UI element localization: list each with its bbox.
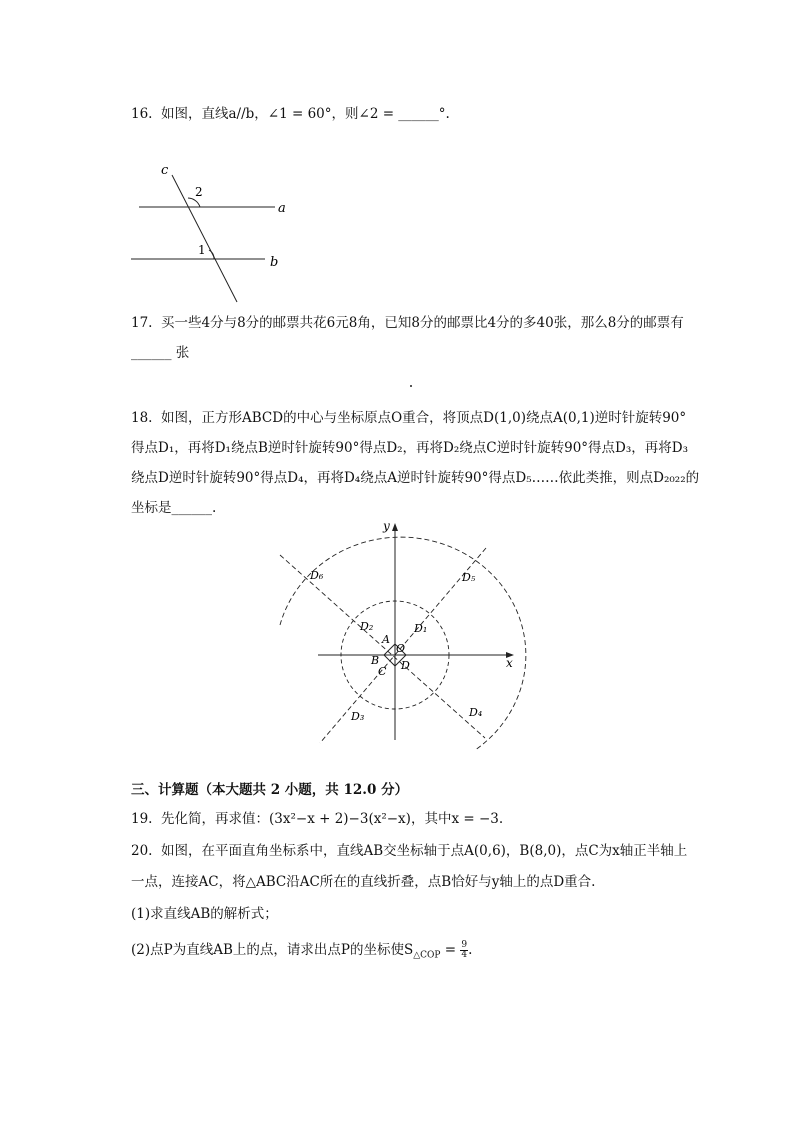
question-text: 绕点D逆时针旋转90°得点D₄，再将D₄绕点A逆时针旋转90°得点D₅……依此类推，则点D₂₀₂₂的 <box>131 470 700 486</box>
fraction <box>460 941 468 960</box>
question-text: 如图，正方形ABCD的中心与坐标原点O重合，将顶点D(1,0)绕点A(0,1)逆时针旋转90° <box>161 410 687 426</box>
question-17-line2 <box>131 343 189 363</box>
label-O: O <box>396 642 406 655</box>
question-text: 坐标是______. <box>131 500 217 516</box>
question-20-part2 <box>131 940 472 966</box>
question-text: 得点D₁，再将D₁绕点B逆时针旋转90°得点D₂，再将D₂绕点C逆时针旋转90°得点D₃，再将D₃ <box>131 440 689 456</box>
answer-blank-text: ______ 张 <box>131 345 190 361</box>
diagonal-dashed-1 <box>280 555 485 738</box>
stray-dot <box>410 385 412 387</box>
label-C: C <box>378 665 387 678</box>
label-D5: D₅ <box>462 571 476 584</box>
question-18-line2 <box>131 438 688 458</box>
question-18-line3 <box>131 468 699 488</box>
label-D6: D₆ <box>310 569 324 582</box>
question-text: 买一些4分与8分的邮票共花6元8角，已知8分的邮票比4分的多40张，那么8分的邮票有 <box>161 315 684 331</box>
question-16 <box>131 104 450 124</box>
label-D2: D₂ <box>360 620 374 633</box>
question-part: (2)点P为直线AB上的点，请求出点P的坐标使S <box>131 942 414 958</box>
label-A: A <box>382 633 390 646</box>
angle-label-1: 1 <box>198 243 206 257</box>
equals-sign: = <box>440 942 461 958</box>
question-number: 19. <box>131 811 153 827</box>
question-number: 18. <box>131 410 153 426</box>
question-number: 17. <box>131 315 153 331</box>
question-text: 一点，连接AC，将△ABC沿AC所在的直线折叠，点B恰好与y轴上的点D重合. <box>131 874 596 890</box>
question-text: 先化简，再求值：(3x²−x + 2)−3(x²−x)，其中x = −3. <box>161 811 504 827</box>
question-number: 20. <box>131 843 153 859</box>
fraction-denominator: 4 <box>461 950 468 960</box>
label-B: B <box>371 654 380 667</box>
label-D1: D₁ <box>414 622 428 635</box>
question-19 <box>131 809 503 829</box>
parallel-lines-figure <box>125 160 295 310</box>
line-label-a: a <box>278 201 286 216</box>
label-D: D <box>401 659 410 672</box>
line-label-b: b <box>270 255 279 270</box>
axis-label-y: y <box>383 519 390 533</box>
question-20-line2 <box>131 872 595 892</box>
line-label-c: c <box>161 163 169 178</box>
question-20 <box>131 841 687 861</box>
question-20-part1 <box>131 904 278 924</box>
question-18 <box>131 408 686 428</box>
subscript-cop: △COP <box>413 950 441 961</box>
question-text: 如图，在平面直角坐标系中，直线AB交坐标轴于点A(0,6)，B(8,0)，点C为x轴正半轴上 <box>161 843 688 859</box>
question-number: 16. <box>131 106 153 122</box>
axis-label-x: x <box>506 656 513 670</box>
question-part: (1)求直线AB的解析式； <box>131 906 278 922</box>
section-heading: 三、计算题（本大题共 2 小题，共 12.0 分） <box>131 782 409 798</box>
fraction-numerator: 9 <box>461 940 468 950</box>
label-D4: D₄ <box>469 706 483 719</box>
angle-label-2: 2 <box>195 185 203 199</box>
rotation-figure <box>270 515 530 750</box>
label-D3: D₃ <box>351 710 365 723</box>
question-text: 如图，直线a//b，∠1 = 60°，则∠2 = ______°. <box>161 106 450 122</box>
question-18-line4 <box>131 498 216 518</box>
period: . <box>468 942 473 958</box>
question-17 <box>131 313 684 333</box>
